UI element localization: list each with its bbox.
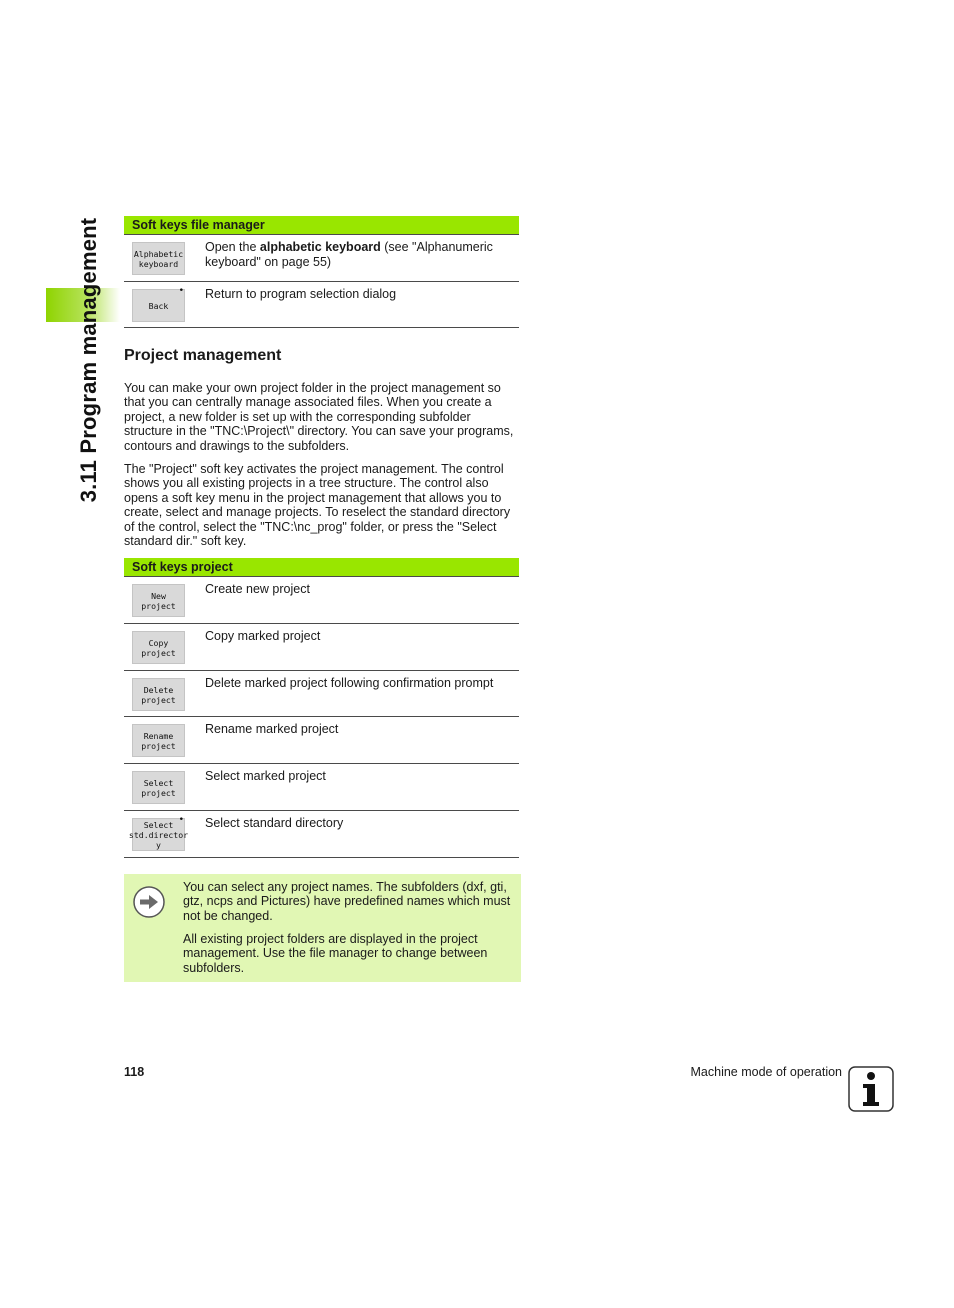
- body-paragraph: The "Project" soft key activates the project management. The control shows you all existing projects in a tree structure. The control also opens a soft key menu in the project management that allows you to create, select and manage projects. To reselect the standard directory of the control, select the "TNC:\nc_prog" folder, or press the "Select standard dir." soft key.: [124, 462, 511, 549]
- softkey-mark: •: [178, 286, 184, 296]
- table-row: [124, 717, 519, 764]
- table-row: [124, 624, 519, 671]
- select-project-softkey[interactable]: [132, 771, 185, 804]
- delete-project-softkey[interactable]: [132, 678, 185, 711]
- chapter-side-title: 3.11 Program management: [76, 217, 101, 503]
- softkey-description: [205, 240, 513, 269]
- alphabetic-keyboard-softkey[interactable]: [132, 242, 185, 275]
- project-softkey-table: [124, 558, 519, 858]
- info-icon: [848, 1066, 894, 1112]
- softkey-description: Rename marked project: [205, 722, 339, 736]
- new-project-softkey[interactable]: [132, 584, 185, 617]
- desc-text: Open the: [205, 240, 260, 254]
- desc-bold-text: alphabetic keyboard: [259, 240, 381, 254]
- table-header: Soft keys project: [124, 558, 519, 577]
- softkey-description: Copy marked project: [205, 629, 321, 643]
- softkey-label: Select project: [141, 777, 176, 798]
- table-row: [124, 282, 519, 328]
- softkey-label: Select std.director y: [128, 819, 189, 850]
- note-paragraph: All existing project folders are displayed in the project management. Use the file manager to change between subfolders.: [183, 932, 488, 975]
- section-title: Project management: [124, 347, 282, 364]
- page-number: 118: [124, 1065, 145, 1079]
- footer-chapter-title: Machine mode of operation: [690, 1065, 842, 1079]
- softkey-description: Create new project: [205, 582, 310, 596]
- table-header: Soft keys file manager: [124, 216, 519, 235]
- softkey-mark: •: [178, 815, 184, 825]
- desc-text: (see "Alphanumeric keyboard" on page 55): [205, 240, 493, 269]
- softkey-description: Select standard directory: [205, 816, 344, 830]
- back-softkey[interactable]: [132, 286, 185, 322]
- select-standard-directory-softkey[interactable]: [128, 815, 189, 851]
- body-paragraph: You can make your own project folder in the project management so that you can centrally manage associated files. When you create a project, a new folder is set up with the corresponding subfolder structure in the "TNC:\Project\" directory. You can save your programs, contours and drawings to the subfolders.: [124, 381, 514, 453]
- softkey-description: Return to program selection dialog: [205, 287, 397, 301]
- table-row: [124, 671, 519, 717]
- table-row: [124, 811, 519, 858]
- copy-project-softkey[interactable]: [132, 631, 185, 664]
- note-box: [124, 874, 521, 982]
- table-row: [124, 235, 519, 282]
- softkey-label: New project: [141, 590, 176, 611]
- note-paragraph: You can select any project names. The subfolders (dxf, gti, gtz, ncps and Pictures) have predefined names which must not be changed.: [183, 880, 511, 923]
- softkey-description: Delete marked project following confirmation prompt: [205, 676, 494, 690]
- softkey-label: Alphabetic keyboard: [133, 248, 184, 269]
- table-row: [124, 764, 519, 811]
- table-row: [124, 577, 519, 624]
- softkey-label: Delete project: [141, 684, 176, 705]
- softkey-label: Copy project: [141, 637, 176, 658]
- softkey-label: Back: [148, 300, 169, 311]
- file-manager-softkey-table: [124, 216, 519, 328]
- rename-project-softkey[interactable]: [132, 724, 185, 757]
- softkey-description: Select marked project: [205, 769, 326, 783]
- softkey-label: Rename project: [141, 730, 176, 751]
- arrow-right-icon: [133, 886, 165, 918]
